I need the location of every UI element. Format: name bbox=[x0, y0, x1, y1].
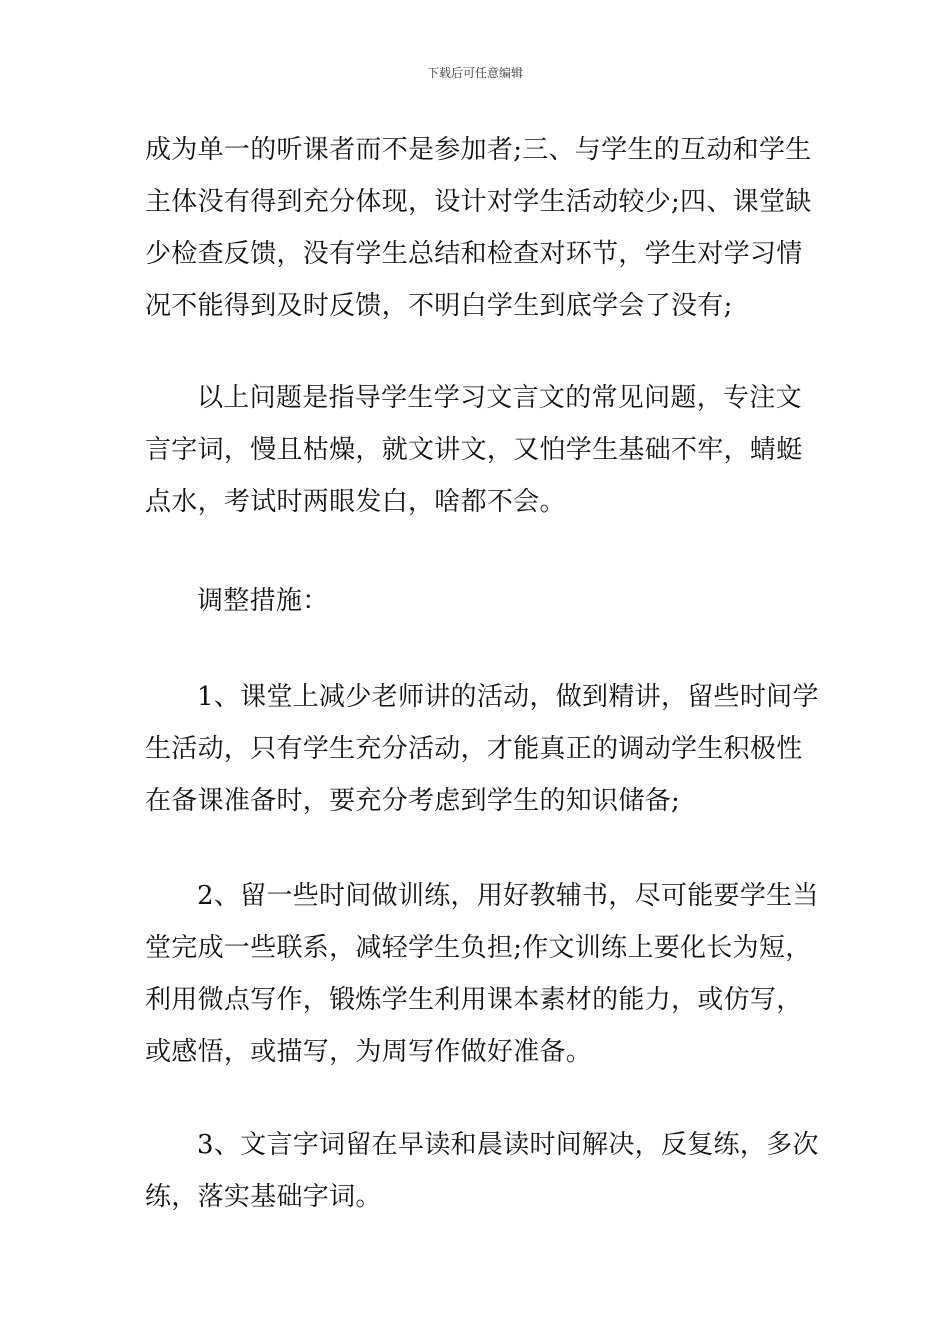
text-line: 言字词，慢且枯燥，就文讲文，又怕学生基础不牢，蜻蜓 bbox=[145, 435, 803, 465]
text-line: 成为单一的听课者而不是参加者;三、与学生的互动和学生 bbox=[145, 135, 812, 165]
text-line: 利用微点写作，锻炼学生利用课本素材的能力，或仿写， bbox=[145, 985, 803, 1015]
text-line: 生活动，只有学生充分活动，才能真正的调动学生积极性 bbox=[145, 734, 803, 764]
text-line: 在备课准备时，要充分考虑到学生的知识储备; bbox=[145, 786, 681, 816]
paragraph-measure-1 bbox=[145, 671, 819, 827]
text-line: 3、文言字词留在早读和晨读时间解决，反复练，多次 bbox=[197, 1130, 819, 1160]
text-line: 况不能得到及时反馈，不明白学生到底学会了没有; bbox=[145, 291, 733, 321]
paragraph-measure-2 bbox=[145, 870, 819, 1078]
text-line: 主体没有得到充分体现，设计对学生活动较少;四、课堂缺 bbox=[145, 187, 812, 217]
section-heading-measures bbox=[145, 575, 810, 627]
text-line: 少检查反馈，没有学生总结和检查对环节，学生对学习情 bbox=[145, 239, 803, 269]
text-line: 或感悟，或描写，为周写作做好准备。 bbox=[145, 1037, 593, 1067]
text-line: 2、留一些时间做训练，用好教辅书，尽可能要学生当 bbox=[197, 881, 819, 911]
paragraph-problems-continued bbox=[145, 124, 810, 332]
page-header-note: 下载后可任意编辑 bbox=[426, 66, 523, 80]
text-line: 点水，考试时两眼发白，啥都不会。 bbox=[145, 487, 566, 517]
text-line: 堂完成一些联系，减轻学生负担;作文训练上要化长为短， bbox=[145, 933, 812, 963]
text-line: 1、课堂上减少老师讲的活动，做到精讲，留些时间学 bbox=[197, 682, 819, 712]
text-line: 调整措施： bbox=[197, 586, 329, 616]
text-line: 练，落实基础字词。 bbox=[145, 1182, 382, 1212]
text-line: 以上问题是指导学生学习文言文的常见问题，专注文 bbox=[197, 383, 802, 413]
paragraph-summary bbox=[145, 372, 810, 528]
paragraph-measure-3 bbox=[145, 1119, 819, 1223]
